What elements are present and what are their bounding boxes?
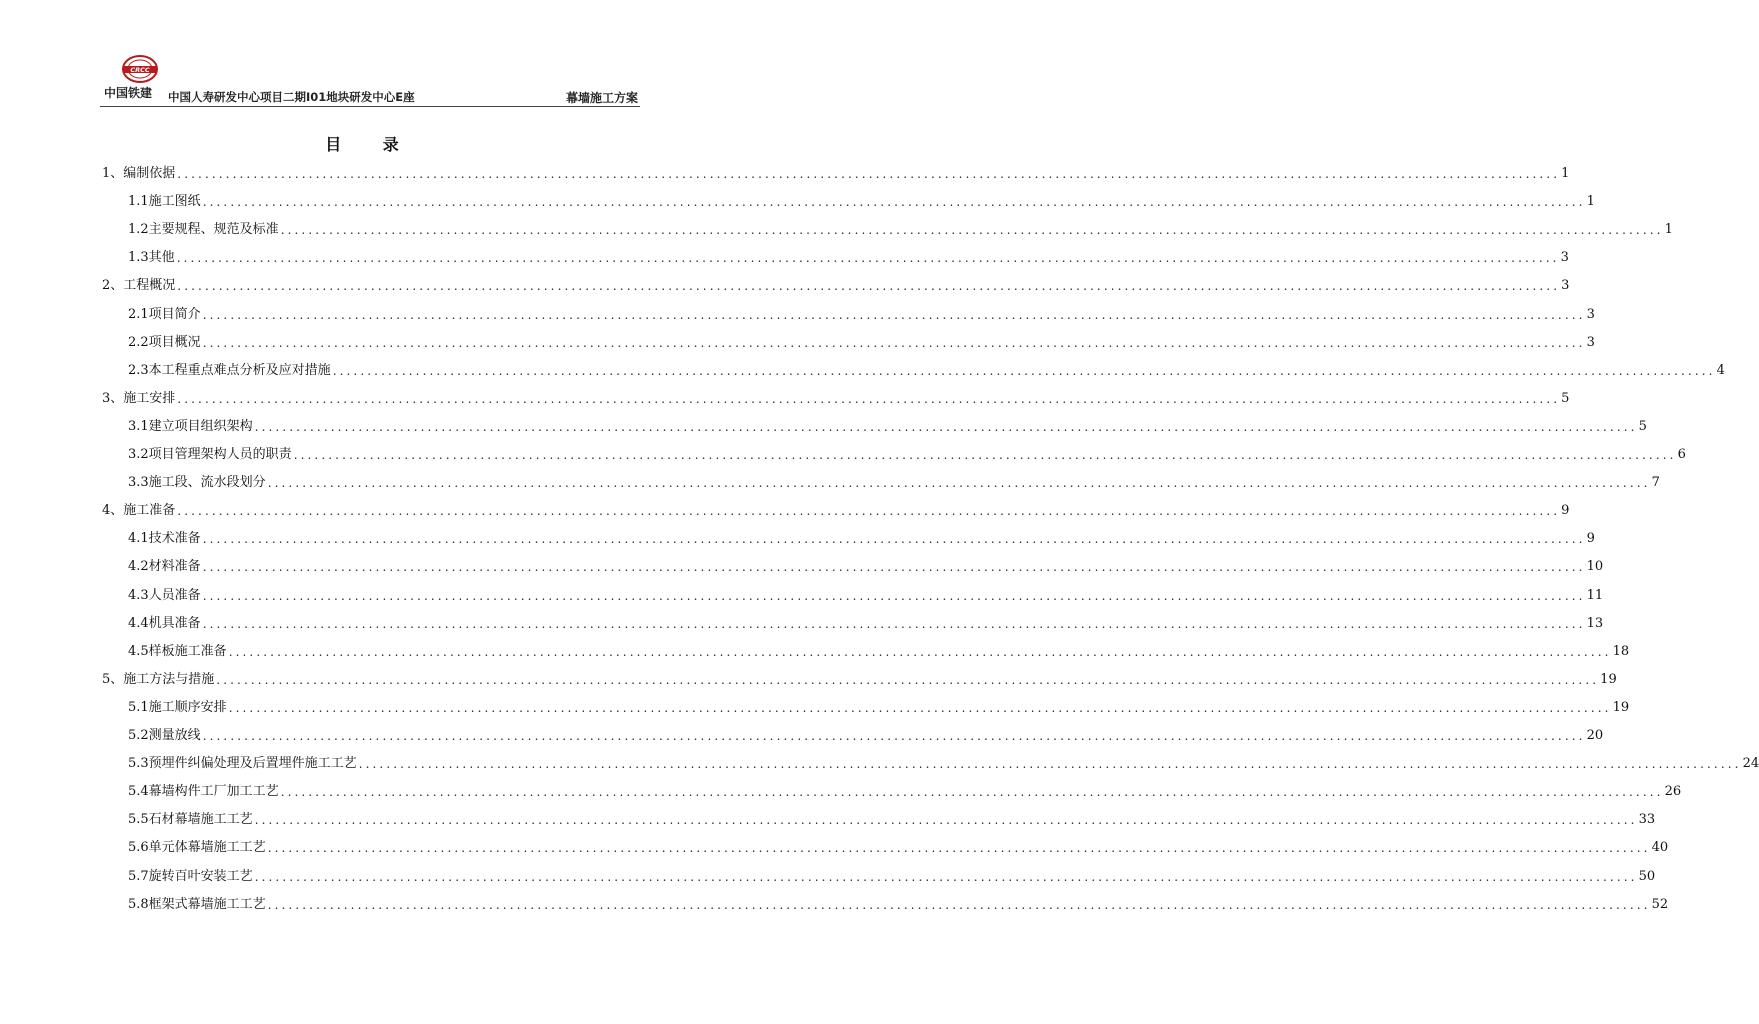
toc-leader-dots: ........................................................................................................................................................................................................ xyxy=(254,813,1638,828)
toc-entry-label: 3.2项目管理架构人员的职责 xyxy=(128,447,292,462)
toc-entry-page: 13 xyxy=(1586,615,1604,631)
toc-leader-dots: ........................................................................................................................................................................................................ xyxy=(177,167,1561,181)
toc-entry-label: 3.3施工段、流水段划分 xyxy=(128,475,266,491)
toc-entry-label: 4.4机具准备 xyxy=(128,615,201,631)
toc-leader-dots: ........................................................................................................................................................................................................ xyxy=(202,560,1586,575)
toc-entry-page: 1 xyxy=(1586,194,1595,210)
toc-entry[interactable] xyxy=(128,778,1682,802)
toc-entry-page: 52 xyxy=(1651,896,1669,912)
toc-entry[interactable] xyxy=(102,497,1570,521)
toc-entry[interactable] xyxy=(128,722,1604,746)
toc-entry-label: 5.8框架式幕墙施工工艺 xyxy=(128,896,266,912)
toc-leader-dots: ........................................................................................................................................................................................................ xyxy=(332,363,1716,378)
toc-entry-label: 2.3本工程重点难点分析及应对措施 xyxy=(128,362,331,378)
toc-entry[interactable] xyxy=(128,891,1669,915)
toc-entry[interactable] xyxy=(128,863,1656,887)
toc-entry-page: 19 xyxy=(1600,671,1617,687)
toc-entry-page: 18 xyxy=(1612,643,1630,659)
toc-leader-dots: ........................................................................................................................................................................................................ xyxy=(202,307,1586,322)
toc-entry[interactable] xyxy=(128,525,1595,549)
toc-entry-page: 6 xyxy=(1677,447,1686,462)
toc-entry-page: 5 xyxy=(1638,418,1647,434)
toc-entry[interactable] xyxy=(128,301,1595,325)
toc-entry-label: 2.2项目概况 xyxy=(128,334,201,350)
toc-leader-dots: ........................................................................................................................................................................................................ xyxy=(228,644,1612,659)
toc-entry-page: 1 xyxy=(1664,222,1673,238)
toc-entry[interactable] xyxy=(102,272,1570,296)
toc-leader-dots: ........................................................................................................................................................................................................ xyxy=(202,588,1586,603)
toc-entry-page: 3 xyxy=(1586,306,1595,322)
toc-entry-page: 1 xyxy=(1561,166,1570,181)
toc-entry-label: 5.4幕墙构件工厂加工工艺 xyxy=(128,784,279,800)
toc-entry-page: 11 xyxy=(1586,587,1604,603)
toc-leader-dots: ........................................................................................................................................................................................................ xyxy=(267,897,1651,912)
toc-entry-label: 3.1建立项目组织架构 xyxy=(128,418,253,434)
toc-entry[interactable] xyxy=(128,216,1673,240)
toc-entry-label: 4.1技术准备 xyxy=(128,531,201,547)
toc-leader-dots: ........................................................................................................................................................................................................ xyxy=(202,195,1586,210)
toc-entry[interactable] xyxy=(128,188,1595,212)
toc-leader-dots: ........................................................................................................................................................................................................ xyxy=(202,335,1586,350)
header-rule xyxy=(100,106,640,107)
toc-entry-label: 1.2主要规程、规范及标准 xyxy=(128,222,279,238)
toc-entry-label: 1.1施工图纸 xyxy=(128,194,201,210)
toc-leader-dots: ........................................................................................................................................................................................................ xyxy=(202,616,1586,631)
toc-leader-dots: ........................................................................................................................................................................................................ xyxy=(177,504,1561,519)
toc-entry[interactable] xyxy=(128,413,1647,437)
toc-entry[interactable] xyxy=(128,610,1604,634)
toc-entry-label: 5.5石材幕墙施工工艺 xyxy=(128,812,253,828)
toc-entry-label: 4.2材料准备 xyxy=(128,559,201,575)
toc-entry-label: 1、编制依据 xyxy=(102,166,176,181)
toc-title: 目 录 xyxy=(325,135,417,154)
toc-entry-page: 33 xyxy=(1638,812,1656,828)
toc-leader-dots: ........................................................................................................................................................................................................ xyxy=(254,869,1638,884)
toc-leader-dots: ........................................................................................................................................................................................................ xyxy=(177,279,1561,294)
logo-text: 中国铁建 xyxy=(104,86,153,100)
toc-entry-page: 9 xyxy=(1561,503,1570,519)
toc-entry-page: 3 xyxy=(1561,278,1570,294)
toc-entry-page: 5 xyxy=(1561,390,1570,406)
toc-entry-label: 5、施工方法与措施 xyxy=(102,671,215,687)
toc-entry[interactable] xyxy=(102,385,1570,409)
toc-entry-label: 2.1项目简介 xyxy=(128,306,201,322)
toc-entry-label: 2、工程概况 xyxy=(102,278,176,294)
toc-entry[interactable] xyxy=(128,244,1569,268)
toc-entry-page: 26 xyxy=(1664,784,1682,800)
toc-entry-page: 50 xyxy=(1638,868,1656,884)
toc-entry-label: 4.3人员准备 xyxy=(128,587,201,603)
header-title: 中国人寿研发中心项目二期I01地块研发中心E座 xyxy=(168,90,415,104)
toc-entry-label: 5.6单元体幕墙施工工艺 xyxy=(128,840,266,856)
page-header xyxy=(100,52,640,104)
toc-entry-page: 20 xyxy=(1586,728,1604,743)
toc-entry-page: 4 xyxy=(1716,362,1725,378)
toc-entry[interactable] xyxy=(128,750,1759,774)
toc-leader-dots: ........................................................................................................................................................................................................ xyxy=(202,729,1586,743)
header-doc-type: 幕墙施工方案 xyxy=(565,91,638,105)
toc-leader-dots: ........................................................................................................................................................................................................ xyxy=(202,532,1586,547)
toc-entry[interactable] xyxy=(128,694,1630,718)
toc-leader-dots: ........................................................................................................................................................................................................ xyxy=(358,757,1742,772)
toc-entry-page: 9 xyxy=(1586,531,1595,547)
toc-entry[interactable] xyxy=(128,329,1595,353)
toc-entry[interactable] xyxy=(128,553,1604,577)
toc-leader-dots: ........................................................................................................................................................................................................ xyxy=(228,700,1612,715)
toc-leader-dots: ........................................................................................................................................................................................................ xyxy=(177,391,1561,406)
toc-entry-page: 19 xyxy=(1612,699,1630,715)
toc-leader-dots: ........................................................................................................................................................................................................ xyxy=(293,448,1677,462)
toc-entry[interactable] xyxy=(128,582,1604,606)
toc-entry-label: 4.5样板施工准备 xyxy=(128,643,227,659)
toc-entry[interactable] xyxy=(128,469,1660,493)
toc-leader-dots: ........................................................................................................................................................................................................ xyxy=(280,223,1664,238)
crcc-logo-icon xyxy=(110,52,170,86)
toc-entry-page: 3 xyxy=(1586,334,1595,350)
toc-entry-page: 7 xyxy=(1651,475,1660,491)
toc-entry-label: 5.1施工顺序安排 xyxy=(128,699,227,715)
toc-entry-page: 10 xyxy=(1586,559,1604,575)
toc-entry-page: 3 xyxy=(1560,250,1569,266)
toc-entry[interactable] xyxy=(102,666,1617,690)
toc-entry[interactable] xyxy=(128,441,1686,465)
toc-entry[interactable] xyxy=(128,357,1725,381)
toc-entry-label: 3、施工安排 xyxy=(102,390,176,406)
toc-leader-dots: ........................................................................................................................................................................................................ xyxy=(267,476,1651,491)
toc-entry[interactable] xyxy=(128,834,1669,858)
toc-entry-label: 1.3其他 xyxy=(128,250,175,266)
toc-entry[interactable] xyxy=(128,638,1630,662)
toc-entry[interactable] xyxy=(102,160,1570,184)
toc-entry-label: 4、施工准备 xyxy=(102,503,176,519)
toc-leader-dots: ........................................................................................................................................................................................................ xyxy=(267,841,1651,856)
toc-leader-dots: ........................................................................................................................................................................................................ xyxy=(216,672,1600,687)
toc-entry-label: 5.2测量放线 xyxy=(128,728,201,743)
toc-leader-dots: ........................................................................................................................................................................................................ xyxy=(254,419,1638,434)
svg-text:CRCC: CRCC xyxy=(130,66,150,74)
toc-entry[interactable] xyxy=(128,806,1656,830)
toc-entry-page: 24 xyxy=(1742,756,1759,772)
toc-entry-label: 5.7旋转百叶安装工艺 xyxy=(128,868,253,884)
toc-leader-dots: ........................................................................................................................................................................................................ xyxy=(280,785,1664,800)
toc-entry-page: 40 xyxy=(1651,840,1669,856)
toc-entry-label: 5.3预埋件纠偏处理及后置埋件施工工艺 xyxy=(128,756,357,772)
toc-leader-dots: ........................................................................................................................................................................................................ xyxy=(176,251,1560,266)
